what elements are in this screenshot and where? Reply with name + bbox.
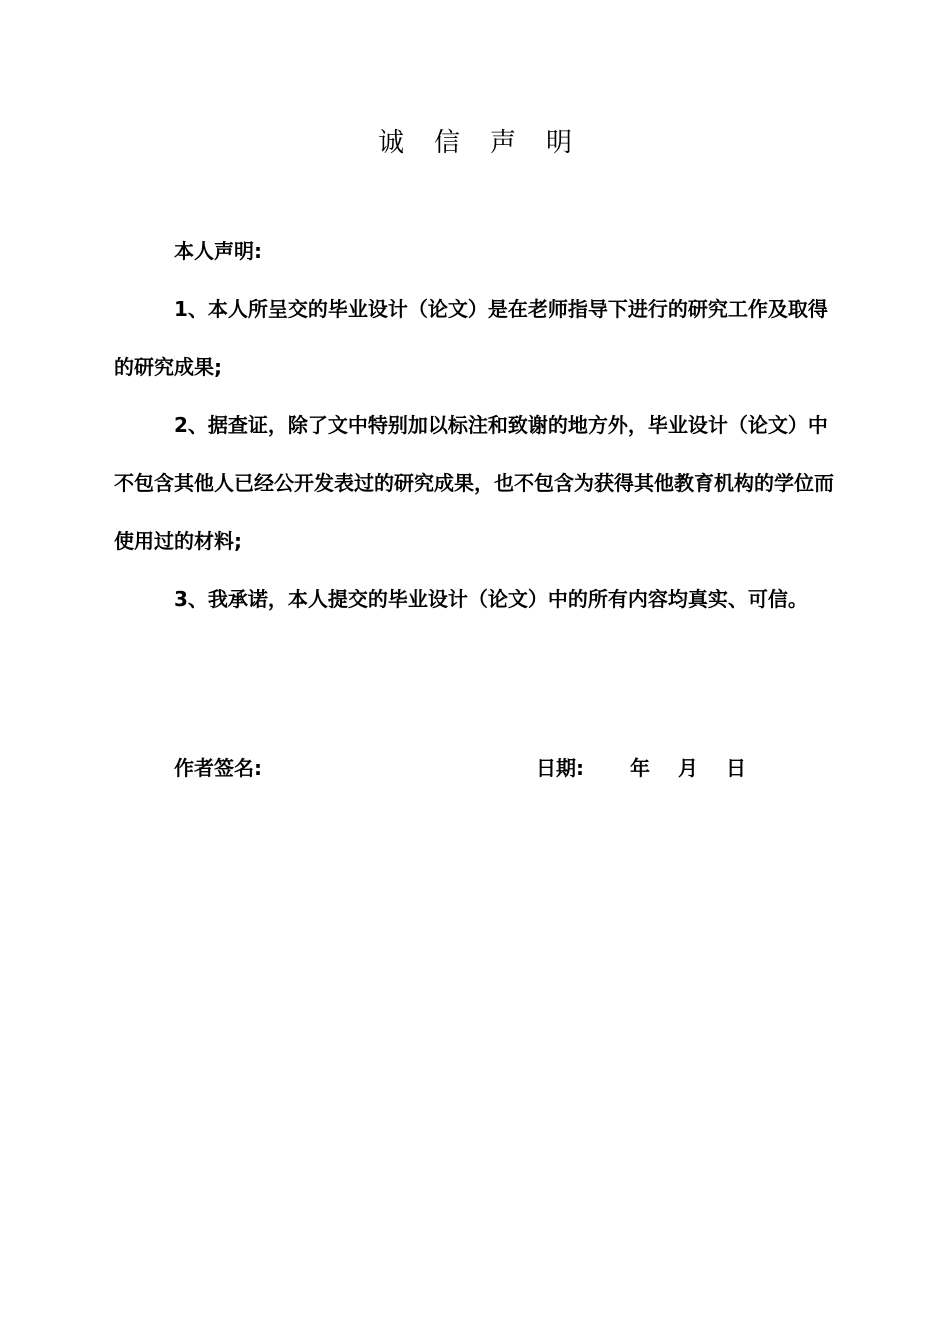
date-year-label: 年 bbox=[630, 756, 650, 780]
signature-row bbox=[174, 752, 794, 798]
declaration-item-3: 3、我承诺，本人提交的毕业设计（论文）中的所有内容均真实、可信。 bbox=[174, 587, 808, 611]
page-title: 诚信声明 bbox=[377, 128, 602, 158]
date-label: 日期: bbox=[536, 756, 584, 780]
declaration-item-2: 2、据查证，除了文中特别加以标注和致谢的地方外，毕业设计（论文）中不包含其他人已经公开发表过的研究成果，也不包含为获得其他教育机构的学位而使用过的材料; bbox=[114, 413, 834, 553]
author-signature-label: 作者签名: bbox=[174, 756, 262, 780]
date-day-label: 日 bbox=[726, 756, 746, 780]
declaration-body bbox=[114, 280, 834, 628]
declaration-item-1: 1、本人所呈交的毕业设计（论文）是在老师指导下进行的研究工作及取得的研究成果; bbox=[114, 297, 828, 379]
intro-line: 本人声明: bbox=[174, 239, 262, 263]
date-month-label: 月 bbox=[678, 756, 698, 780]
